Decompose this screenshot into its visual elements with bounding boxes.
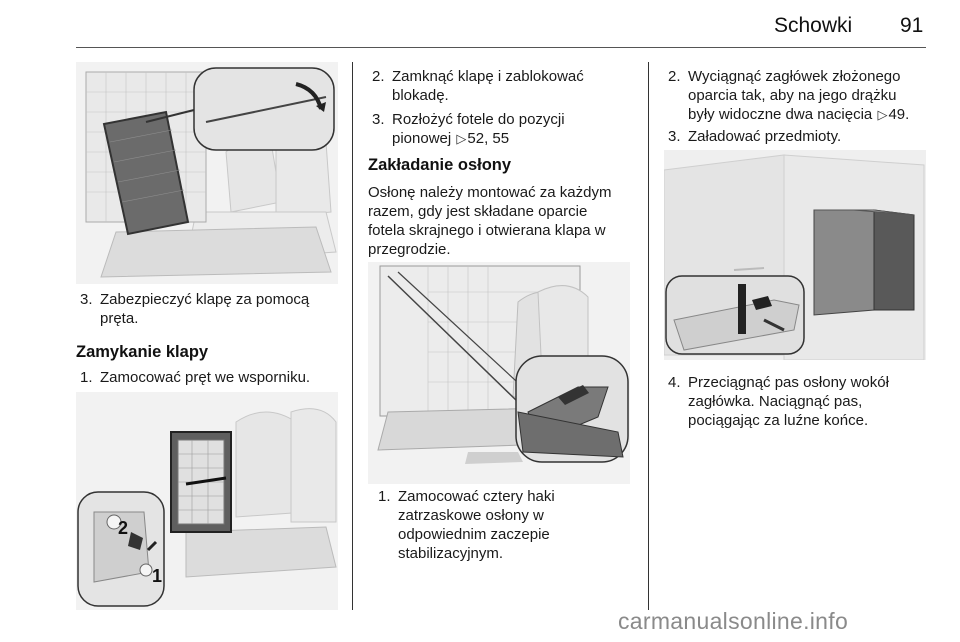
page-ref-arrow-icon: ▷ bbox=[456, 131, 467, 146]
step-text-line3 bbox=[688, 105, 909, 124]
step-text-line1: Zamknąć klapę i zablokować bbox=[392, 68, 584, 85]
figure-load-items bbox=[664, 150, 926, 360]
step-text-line: Zamocować cztery haki bbox=[398, 488, 555, 505]
col3-step-3 bbox=[668, 127, 928, 147]
col2-paragraph bbox=[368, 183, 643, 259]
step-text-line1: Zabezpieczyć klapę za pomocą bbox=[100, 291, 310, 308]
step-number: 2. bbox=[668, 68, 681, 85]
col1-step-3 bbox=[80, 290, 340, 330]
page-number: 91 bbox=[900, 14, 924, 37]
col3-step-2 bbox=[668, 67, 958, 127]
section-heading-zamykanie-klapy: Zamykanie klapy bbox=[76, 343, 209, 361]
step-text-line3-words: były widoczne dwa nacięcia bbox=[688, 106, 873, 123]
col2-step-2 bbox=[372, 67, 642, 107]
step-text-line2-word: pionowej bbox=[392, 130, 452, 147]
step-text-line: odpowiednim zaczepie bbox=[398, 526, 550, 543]
col2-step-1 bbox=[378, 487, 638, 567]
column-divider-1 bbox=[352, 62, 353, 610]
step-text-line2: oparcia tak, aby na jego drążku bbox=[688, 87, 897, 104]
step-text-line: zagłówka. Naciągnąć pas, bbox=[688, 393, 863, 410]
paragraph-line: razem, gdy jest składane oparcie bbox=[368, 203, 588, 220]
page-reference: 49. bbox=[888, 106, 910, 123]
step-number: 1. bbox=[378, 488, 391, 505]
section-heading-zakladanie-oslony: Zakładanie osłony bbox=[368, 156, 512, 174]
figure-net-hooks bbox=[368, 262, 630, 484]
step-number: 3. bbox=[372, 111, 385, 128]
step-number: 3. bbox=[668, 128, 681, 145]
illustration-net-hooks bbox=[368, 262, 630, 484]
step-text-line2: pręta. bbox=[100, 310, 139, 327]
step-text-line2 bbox=[392, 129, 509, 148]
step-text-line: stabilizacyjnym. bbox=[398, 545, 504, 562]
column-divider-2 bbox=[648, 62, 649, 610]
step-number: 3. bbox=[80, 291, 93, 308]
step-text-line1: Załadować przedmioty. bbox=[688, 128, 842, 145]
figure-cargo-partition-flap-open bbox=[76, 62, 338, 284]
page-ref-arrow-icon: ▷ bbox=[877, 107, 888, 122]
step-number: 1. bbox=[80, 369, 93, 386]
callout-2: 2 bbox=[118, 518, 129, 538]
page-reference: 52, 55 bbox=[467, 130, 510, 147]
figure-rod-in-bracket bbox=[76, 392, 338, 610]
illustration-flap-open bbox=[76, 62, 338, 284]
col1-step-1 bbox=[80, 368, 340, 388]
watermark-text: carmanualsonline.info bbox=[618, 608, 849, 634]
paragraph-line: fotela skrajnego i otwierana klapa w bbox=[368, 222, 606, 239]
step-text-line1: Wyciągnąć zagłówek złożonego bbox=[688, 68, 901, 85]
callout-1: 1 bbox=[152, 566, 163, 586]
step-text-line1: Rozłożyć fotele do pozycji bbox=[392, 111, 565, 128]
step-text-line2: blokadę. bbox=[392, 87, 449, 104]
header-rule bbox=[76, 47, 926, 48]
step-text-line: Przeciągnąć pas osłony wokół bbox=[688, 374, 889, 391]
step-text-line: pociągając za luźne końce. bbox=[688, 412, 869, 429]
step-text-line: zatrzaskowe osłony w bbox=[398, 507, 544, 524]
page-header-title: Schowki bbox=[774, 14, 853, 37]
illustration-rod-bracket bbox=[76, 392, 338, 610]
col3-step-4 bbox=[668, 373, 948, 433]
col2-step-3 bbox=[372, 110, 642, 150]
illustration-load-items bbox=[664, 150, 926, 360]
step-number: 2. bbox=[372, 68, 385, 85]
paragraph-line: Osłonę należy montować za każdym bbox=[368, 184, 612, 201]
step-number: 4. bbox=[668, 374, 681, 391]
paragraph-line: przegrodzie. bbox=[368, 241, 451, 258]
step-text-line1: Zamocować pręt we wsporniku. bbox=[100, 369, 311, 386]
